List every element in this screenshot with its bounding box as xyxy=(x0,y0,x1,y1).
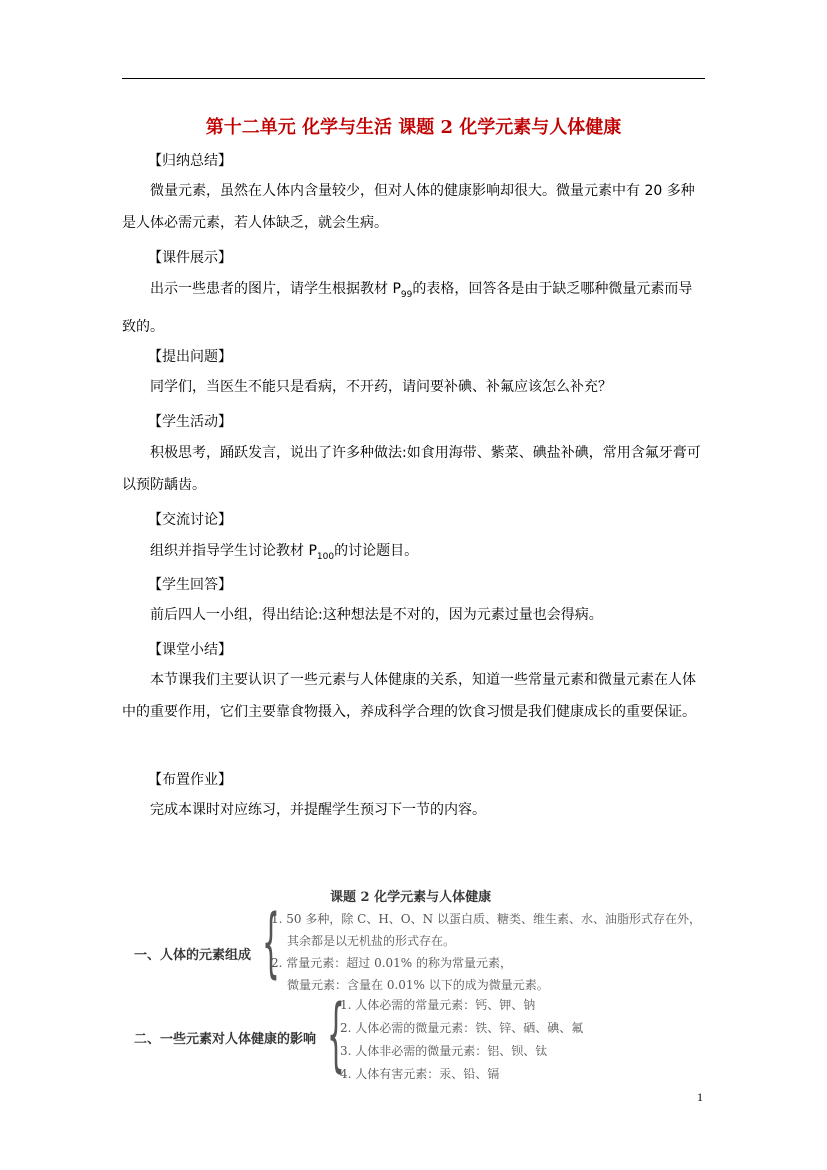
section-text-courseware: 出示一些患者的图片，请学生根据教材 $P_{99}$的表格，回答各是由于缺乏哪种微量元素而导致的。 xyxy=(122,281,693,335)
section-heading-courseware: 【课件展示】 xyxy=(148,250,232,266)
section-text-discussion: 组织并指导学生讨论教材 $P_{100}$的讨论题目。 xyxy=(150,543,419,562)
page-title: 第十二单元 化学与生活 课题 2 化学元素与人体健康 xyxy=(205,117,622,138)
summary-group1-line3: 2. 常量元素：超过 0.01% 的称为常量元素， xyxy=(271,956,513,970)
section-heading-conclusion: 【课堂小结】 xyxy=(148,642,232,658)
section-heading-question: 【提出问题】 xyxy=(148,349,232,365)
summary-group2-line1: 1. 人体必需的常量元素：钙、钾、钠 xyxy=(340,998,536,1012)
summary-group2-line4: 4. 人体有害元素：汞、铅、镉 xyxy=(340,1067,500,1081)
summary-group1-line1: 1. 50 多种，除 C、H、O、N 以蛋白质、糖类、维生素、水、油脂形式存在外， xyxy=(271,912,701,926)
summary-title: 课题 2 化学元素与人体健康 xyxy=(330,890,492,905)
section-heading-answer: 【学生回答】 xyxy=(148,577,232,593)
section-text-summary: 微量元素，虽然在人体内含量较少，但对人体的健康影响却很大。微量元素中有 20 多种是人体必需元素，若人体缺乏，就会生病。 xyxy=(122,183,695,231)
section-text-question: 同学们，当医生不能只是看病，不开药，请问要补碘、补氟应该怎么补充？ xyxy=(150,379,612,395)
section-text-activity: 积极思考，踊跃发言，说出了许多种做法:如食用海带、紫菜、碘盐补碘，常用含氟牙膏可以预防龋齿。 xyxy=(122,445,701,493)
summary-brace-icon: { xyxy=(262,897,280,987)
summary-group1-line4: 微量元素：含量在 0.01% 以下的成为微量元素。 xyxy=(287,978,549,992)
page-ref-subscript: 100 xyxy=(316,551,335,562)
section-text-conclusion: 本节课我们主要认识了一些元素与人体健康的关系，知道一些常量元素和微量元素在人体中的重要作用，它们主要靠食物摄入，养成科学合理的饮食习惯是我们健康成长的重要保证。 xyxy=(122,672,696,720)
summary-group1-line2: 其余都是以无机盐的形式存在。 xyxy=(287,934,456,948)
summary-group2-line3: 3. 人体非必需的微量元素：铝、钡、钛 xyxy=(340,1044,548,1058)
section-heading-homework: 【布置作业】 xyxy=(148,772,232,788)
summary-group2-heading: 二、一些元素对人体健康的影响 xyxy=(134,1032,317,1047)
section-text-homework: 完成本课时对应练习，并提醒学生预习下一节的内容。 xyxy=(150,802,486,818)
summary-group2-line2: 2. 人体必需的微量元素：铁、锌、硒、碘、氟 xyxy=(340,1021,584,1035)
section-text-answer: 前后四人一小组，得出结论:这种想法是不对的，因为元素过量也会得病。 xyxy=(150,607,603,623)
page-ref-subscript: 99 xyxy=(400,289,413,300)
page-number: 1 xyxy=(697,1090,703,1104)
section-heading-summary: 【归纳总结】 xyxy=(148,153,232,169)
summary-group1-heading: 一、人体的元素组成 xyxy=(134,948,252,963)
summary-brace-icon: { xyxy=(327,987,345,1082)
section-heading-discussion: 【交流讨论】 xyxy=(148,512,232,528)
section-heading-activity: 【学生活动】 xyxy=(148,414,232,430)
